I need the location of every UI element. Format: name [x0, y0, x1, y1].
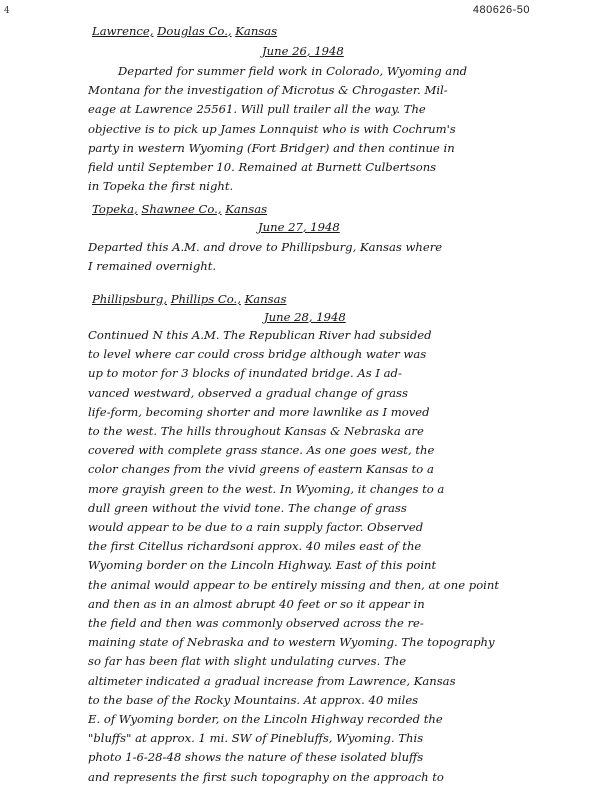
- entry-2-line: I remained overnight.: [88, 259, 217, 274]
- entry-2-county: Shawnee Co.,: [141, 202, 222, 216]
- entry-3-line: more grayish green to the west. In Wyoming, it changes to a: [88, 481, 445, 496]
- entry-3-line: the animal would appear to be entirely missing and then, at one point: [88, 577, 500, 592]
- entry-3-line: vanced westward, observed a gradual change of grass: [88, 385, 408, 400]
- entry-2-line: Departed this A.M. and drove to Phillipsburg, Kansas where: [88, 240, 443, 254]
- entry-3-state: Kansas: [244, 292, 287, 306]
- entry-1-line: Departed for summer field work in Colorado, Wyoming and: [118, 64, 468, 78]
- entry-1-line: party in western Wyoming (Fort Bridger) and then continue in: [88, 140, 455, 155]
- entry-3-line: Wyoming border on the Lincoln Highway. East of this point: [88, 558, 437, 573]
- entry-3-line: the field and then was commonly observed across the re-: [88, 616, 424, 631]
- entry-1-line: eage at Lawrence 25561. Will pull trailer all the way. The: [88, 102, 426, 117]
- entry-1-date: June 26, 1948: [262, 44, 344, 58]
- entry-3-line: to the base of the Rocky Mountains. At approx. 40 miles: [88, 692, 419, 707]
- entry-3-line: and represents the first such topography on the approach to: [88, 769, 444, 784]
- entry-1-text: [88, 62, 572, 196]
- entry-2-text: [88, 238, 572, 276]
- entry-3-line: to the west. The hills throughout Kansas & Nebraska are: [88, 424, 424, 439]
- entry-3-county: Phillips Co.,: [170, 292, 241, 306]
- entry-3-line: E. of Wyoming border, on the Lincoln Highway recorded the: [88, 712, 443, 727]
- entry-3-line: dull green without the vivid tone. The change of grass: [88, 500, 407, 515]
- entry-2-city: Topeka,: [92, 202, 138, 216]
- document-id: 480626-50: [472, 4, 530, 16]
- entry-3-line: photo 1-6-28-48 shows the nature of these isolated bluffs: [88, 750, 424, 765]
- entry-2-date: June 27, 1948: [258, 220, 340, 234]
- entry-1-line: field until September 10. Remained at Burnett Culbertsons: [88, 160, 437, 175]
- entry-3-line: the first Citellus richardsoni approx. 40 miles east of the: [88, 539, 422, 554]
- entry-2-location: [92, 200, 267, 219]
- entry-3-line: color changes from the vivid greens of eastern Kansas to a: [88, 462, 434, 477]
- entry-3-line: so far has been flat with slight undulating curves. The: [88, 654, 407, 669]
- entry-3-location: [92, 290, 286, 309]
- entry-1-state: Kansas: [235, 24, 278, 38]
- entry-1-line: objective is to pick up James Lonnquist who is with Cochrum's: [88, 121, 456, 136]
- entry-1-line: Montana for the investigation of Microtus & Chrogaster. Mil-: [88, 83, 448, 98]
- entry-3-line: and then as in an almost abrupt 40 feet or so it appear in: [88, 596, 425, 611]
- entry-3-city: Phillipsburg,: [92, 292, 168, 306]
- entry-1-line: in Topeka the first night.: [88, 179, 234, 194]
- entry-3-line: covered with complete grass stance. As one goes west, the: [88, 443, 435, 458]
- entry-3-line: would appear to be due to a rain supply factor. Observed: [88, 520, 424, 535]
- entry-1-location: [92, 22, 277, 41]
- entry-3-line: Continued N this A.M. The Republican River had subsided: [88, 328, 432, 342]
- entry-1-county: Douglas Co.,: [157, 24, 232, 38]
- entry-3-date: June 28, 1948: [264, 310, 346, 324]
- entry-3-line: altimeter indicated a gradual increase from Lawrence, Kansas: [88, 673, 456, 688]
- entry-3-text: [88, 326, 572, 787]
- entry-3-line: to level where car could cross bridge although water was: [88, 347, 427, 362]
- entry-3-line: maining state of Nebraska and to western Wyoming. The topography: [88, 635, 495, 650]
- corner-mark: 4: [4, 6, 10, 16]
- entry-1-city: Lawrence,: [92, 24, 154, 38]
- entry-3-line: up to motor for 3 blocks of inundated bridge. As I ad-: [88, 366, 402, 381]
- entry-3-line: "bluffs" at approx. 1 mi. SW of Pinebluffs, Wyoming. This: [88, 731, 424, 746]
- entry-3-line: life-form, becoming shorter and more lawnlike as I moved: [88, 404, 430, 419]
- entry-2-state: Kansas: [225, 202, 268, 216]
